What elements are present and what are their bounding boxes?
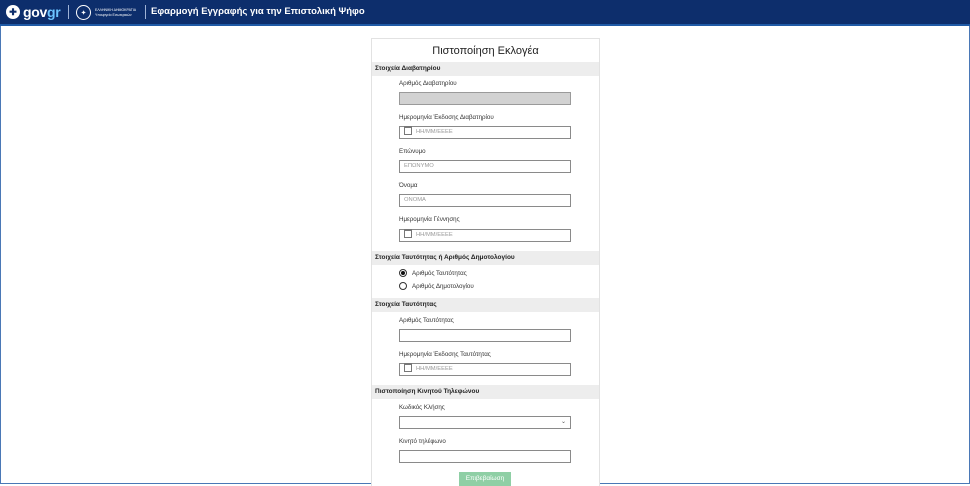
govgr-emblem-icon: ✚: [6, 5, 20, 19]
call-code-label: Κωδικός Κλήσης: [399, 404, 445, 411]
mobile-input[interactable]: [399, 450, 571, 463]
name-input[interactable]: [399, 194, 571, 207]
mobile-label: Κινητό τηλέφωνο: [399, 438, 446, 445]
divider: [68, 5, 69, 19]
app-title: Εφαρμογή Εγγραφής για την Επιστολική Ψήφο: [151, 6, 365, 17]
top-bar: [0, 0, 970, 26]
ministry-line1: ΕΛΛΗΝΙΚΗ ΔΗΜΟΚΡΑΤΙΑ: [95, 8, 137, 12]
id-issue-label: Ημερομηνία Έκδοσης Ταυτότητας: [399, 351, 491, 358]
surname-placeholder: ΕΠΩΝΥΜΟ: [404, 163, 434, 169]
calendar-icon: [404, 229, 412, 238]
birth-date-input[interactable]: [399, 229, 571, 242]
birth-date-placeholder: ΗΗ/ΜΜ/ΕΕΕΕ: [416, 232, 453, 239]
coat-of-arms-icon: ✦: [76, 5, 91, 20]
govgr-logo[interactable]: [6, 4, 60, 20]
divider: [145, 5, 146, 19]
passport-issue-date-input[interactable]: [399, 126, 571, 139]
passport-issue-placeholder: ΗΗ/ΜΜ/ΕΕΕΕ: [416, 129, 453, 136]
voter-verification-form: [371, 38, 600, 486]
ministry-logo: [76, 5, 136, 20]
passport-issue-label: Ημερομηνία Έκδοσης Διαβατηρίου: [399, 114, 494, 121]
section-id-details: Στοιχεία Ταυτότητας: [372, 298, 599, 312]
brand-suffix: gr: [47, 4, 61, 20]
surname-input[interactable]: [399, 160, 571, 173]
brand-prefix: gov: [23, 4, 47, 20]
form-title: Πιστοποίηση Εκλογέα: [432, 45, 539, 57]
calendar-icon: [404, 126, 412, 135]
ministry-line2: Υπουργείο Εσωτερικών: [95, 12, 132, 17]
section-id-or-registry: Στοιχεία Ταυτότητας ή Αριθμός Δημοτολογίου: [372, 251, 599, 265]
passport-number-label: Αριθμός Διαβατηρίου: [399, 80, 457, 87]
chevron-down-icon: ⌄: [560, 419, 566, 425]
birth-date-label: Ημερομηνία Γέννησης: [399, 216, 460, 223]
section-passport: Στοιχεία Διαβατηρίου: [372, 62, 599, 76]
radio-id-number[interactable]: [399, 269, 467, 277]
confirm-button[interactable]: Επιβεβαίωση: [459, 472, 511, 486]
radio-registry-number[interactable]: [399, 282, 474, 290]
passport-number-input[interactable]: [399, 92, 571, 105]
surname-label: Επώνυμο: [399, 148, 426, 155]
id-issue-date-input[interactable]: [399, 363, 571, 376]
calendar-icon: [404, 363, 412, 372]
name-label: Όνομα: [399, 182, 418, 189]
radio-unselected-icon: [399, 282, 407, 290]
id-number-input[interactable]: [399, 329, 571, 342]
name-placeholder: ΟΝΟΜΑ: [404, 197, 426, 203]
call-code-select[interactable]: [399, 416, 571, 429]
id-issue-placeholder: ΗΗ/ΜΜ/ΕΕΕΕ: [416, 366, 453, 373]
radio-registry-number-label: Αριθμός Δημοτολογίου: [412, 282, 474, 290]
radio-selected-icon: [399, 269, 407, 277]
id-number-label: Αριθμός Ταυτότητας: [399, 317, 454, 324]
radio-id-number-label: Αριθμός Ταυτότητας: [412, 269, 467, 277]
section-phone: Πιστοποίηση Κινητού Τηλεφώνου: [372, 385, 599, 399]
